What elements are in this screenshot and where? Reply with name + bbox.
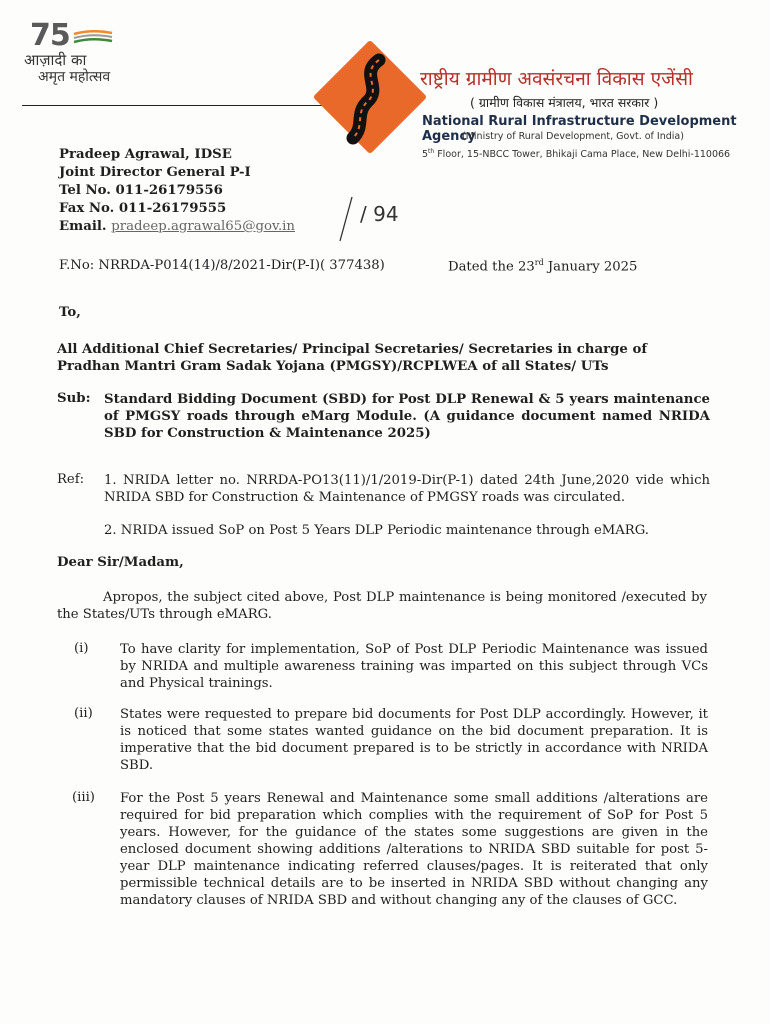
point-label-iii: (iii) [72, 790, 95, 805]
handwritten-note-text: / 94 [360, 202, 399, 226]
agency-ministry: (Ministry of Rural Development, Govt. of India) [462, 131, 684, 142]
subject-text: Standard Bidding Document (SBD) for Post DLP Renewal & 5 years maintenance of PMGSY roads through eMarg Module. (A guidance document named NRIDA SBD for Construction & Maintenance 2025) [104, 392, 710, 441]
salutation: Dear Sir/Madam, [57, 555, 184, 570]
sender-name: Pradeep Agrawal, IDSE [59, 147, 232, 162]
point-text-ii: States were requested to prepare bid documents for Post DLP accordingly. However, it is noticed that some states wanted guidance on the bid document preparation. It is imperative that the bid document prepared is to be strictly in accordance with NRIDA SBD. [120, 707, 708, 773]
nrida-emblem-icon [313, 40, 427, 154]
sender-block [59, 146, 295, 236]
sender-email-row [59, 218, 295, 236]
sender-designation: Joint Director General P-I [59, 165, 251, 180]
sender-email-link[interactable]: pradeep.agrawal65@gov.in [111, 219, 295, 234]
azadi-ka-amrit-mahotsav-logo [20, 18, 120, 88]
agency-address: 5th Floor, 15-NBCC Tower, Bhikaji Cama Place, New Delhi-110066 [422, 148, 731, 161]
sender-tel: Tel No. 011-26179556 [59, 183, 223, 198]
reference-label: Ref: [57, 472, 85, 487]
logo-75-number: 75 [30, 18, 70, 53]
sender-fax: Fax No. 011-26179555 [59, 201, 227, 216]
file-number: F.No: NRRDA-P014(14)/8/2021-Dir(P-I)( 377438) [59, 258, 385, 273]
point-label-ii: (ii) [74, 706, 93, 721]
agency-name: National Rural Infrastructure Development Agency [422, 114, 737, 144]
point-text-i: To have clarity for implementation, SoP of Post DLP Periodic Maintenance was issued by NRIDA and multiple awareness training was imparted on this subject through VCs and Physical trainings. [120, 642, 708, 691]
handwritten-note [338, 195, 408, 245]
point-label-i: (i) [74, 641, 89, 656]
agency-hindi-ministry: ( ग्रामीण विकास मंत्रालय, भारत सरकार ) [470, 95, 659, 110]
to-label: To, [59, 305, 81, 320]
addressee: All Additional Chief Secretaries/ Principal Secretaries/ Secretaries in charge of Pradhan Mantri Gram Sadak Yojana (PMGSY)/RCPLWEA of all States/ UTs [57, 342, 648, 374]
letter-date: Dated the 23rd January 2025 [448, 258, 638, 275]
point-text-iii: For the Post 5 years Renewal and Maintenance some small additions /alterations are required for bid preparation which complies with the requirement of SoP for Post 5 years. However, for the guidance of the states some suggestions are given in the enclosed document showing additions /alterations to NRIDA SBD suitable for post 5-year DLP maintenance indicating referred clauses/pages. It is reiterated that only permissible technical details are to be inserted in NRIDA SBD without changing any mandatory clauses of NRIDA SBD and without changing any of the clauses of GCC. [120, 791, 708, 908]
logo-line2: अमृत महोत्सव [38, 69, 111, 85]
subject-label: Sub: [57, 391, 91, 406]
reference-item-1: 1. NRIDA letter no. NRRDA-PO13(11)/1/2019-Dir(P-1) dated 24th June,2020 vide which NRIDA SBD for Construction & Maintenance of PMGSY roads was circulated. [104, 473, 710, 505]
sender-email-label: Email. [59, 219, 107, 234]
intro-paragraph: Apropos, the subject cited above, Post DLP maintenance is being monitored /executed by the States/UTs through eMARG. [57, 590, 707, 622]
agency-hindi-name: राष्ट्रीय ग्रामीण अवसंरचना विकास एजेंसी [420, 68, 693, 90]
logo-line1: आज़ादी का [24, 51, 87, 69]
reference-item-2: 2. NRIDA issued SoP on Post 5 Years DLP Periodic maintenance through eMARG. [104, 523, 649, 538]
tricolour-swoosh-icon [72, 30, 114, 44]
